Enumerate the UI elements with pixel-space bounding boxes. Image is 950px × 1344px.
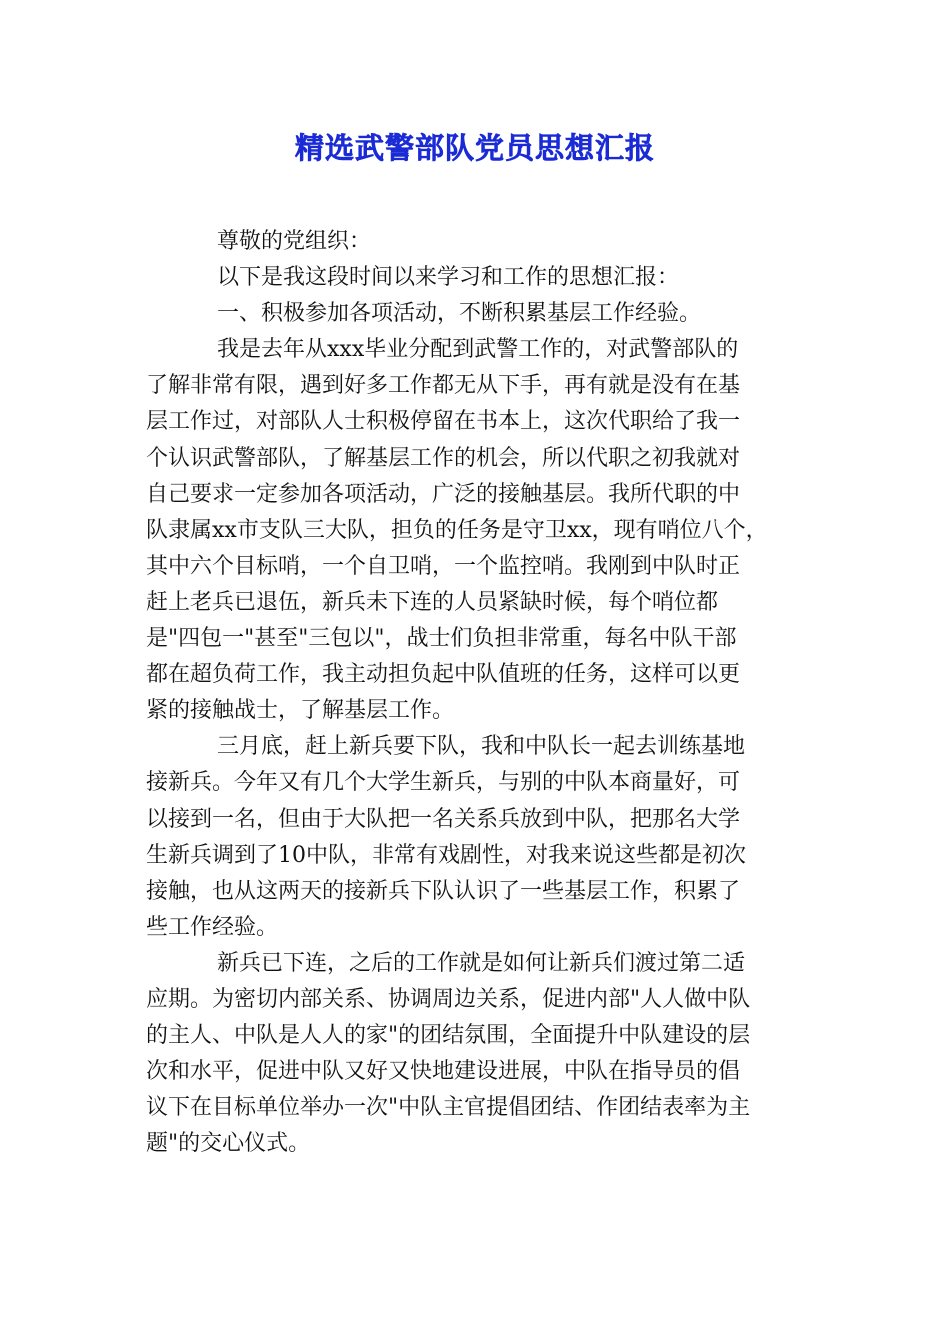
paragraph-line: 三月底，赶上新兵要下队，我和中队长一起去训练基地 [217,734,746,760]
paragraph-line: 题"的交心仪式。 [146,1131,311,1157]
paragraph-line: 都在超负荷工作，我主动担负起中队值班的任务，这样可以更 [146,662,741,688]
paragraph-line: 的主人、中队是人人的家"的团结氛围，全面提升中队建设的层 [146,1023,751,1049]
paragraph-line: 次和水平，促进中队又好又快地建设进展，中队在指导员的倡 [146,1059,741,1085]
document-body [146,224,806,1162]
paragraph-line: 其中六个目标哨，一个自卫哨，一个监控哨。我刚到中队时正 [146,553,741,579]
paragraph-line: 赶上老兵已退伍，新兵未下连的人员紧缺时候，每个哨位都 [146,589,719,615]
paragraph-line: 接新兵。今年又有几个大学生新兵，与别的中队本商量好，可 [146,770,741,796]
paragraph-line: 个认识武警部队，了解基层工作的机会，所以代职之初我就对 [146,445,741,471]
paragraph-line: 生新兵调到了10中队，非常有戏剧性，对我来说这些都是初次 [146,842,746,868]
paragraph-line: 以下是我这段时间以来学习和工作的思想汇报： [217,265,680,291]
document-title: 精选武警部队党员思想汇报 [294,131,655,165]
paragraph-line: 自己要求一定参加各项活动，广泛的接触基层。我所代职的中 [146,481,741,507]
paragraph-line: 了解非常有限，遇到好多工作都无从下手，再有就是没有在基 [146,373,741,399]
paragraph-line: 是"四包一"甚至"三包以"，战士们负担非常重，每名中队干部 [146,626,737,652]
paragraph-line: 队隶属xx市支队三大队，担负的任务是守卫xx，现有哨位八个， [146,517,768,543]
section-heading-line: 一、积极参加各项活动，不断积累基层工作经验。 [217,301,702,327]
salutation-line: 尊敬的党组织： [217,229,372,254]
paragraph-line: 以接到一名，但由于大队把一名关系兵放到中队，把那名大学 [146,806,741,832]
paragraph-line: 新兵已下连，之后的工作就是如何让新兵们渡过第二适 [217,950,746,976]
paragraph-line: 接触，也从这两天的接新兵下队认识了一些基层工作，积累了 [146,878,741,904]
paragraph-line: 我是去年从xxx毕业分配到武警工作的，对武警部队的 [217,337,739,363]
paragraph-line: 应期。为密切内部关系、协调周边关系，促进内部"人人做中队 [146,986,751,1012]
paragraph-line: 些工作经验。 [146,914,279,940]
paragraph-line: 紧的接触战士，了解基层工作。 [146,698,455,724]
paragraph-line: 层工作过，对部队人士积极停留在书本上，这次代职给了我一 [146,409,741,435]
paragraph-line: 议下在目标单位举办一次"中队主官提倡团结、作团结表率为主 [146,1095,751,1121]
